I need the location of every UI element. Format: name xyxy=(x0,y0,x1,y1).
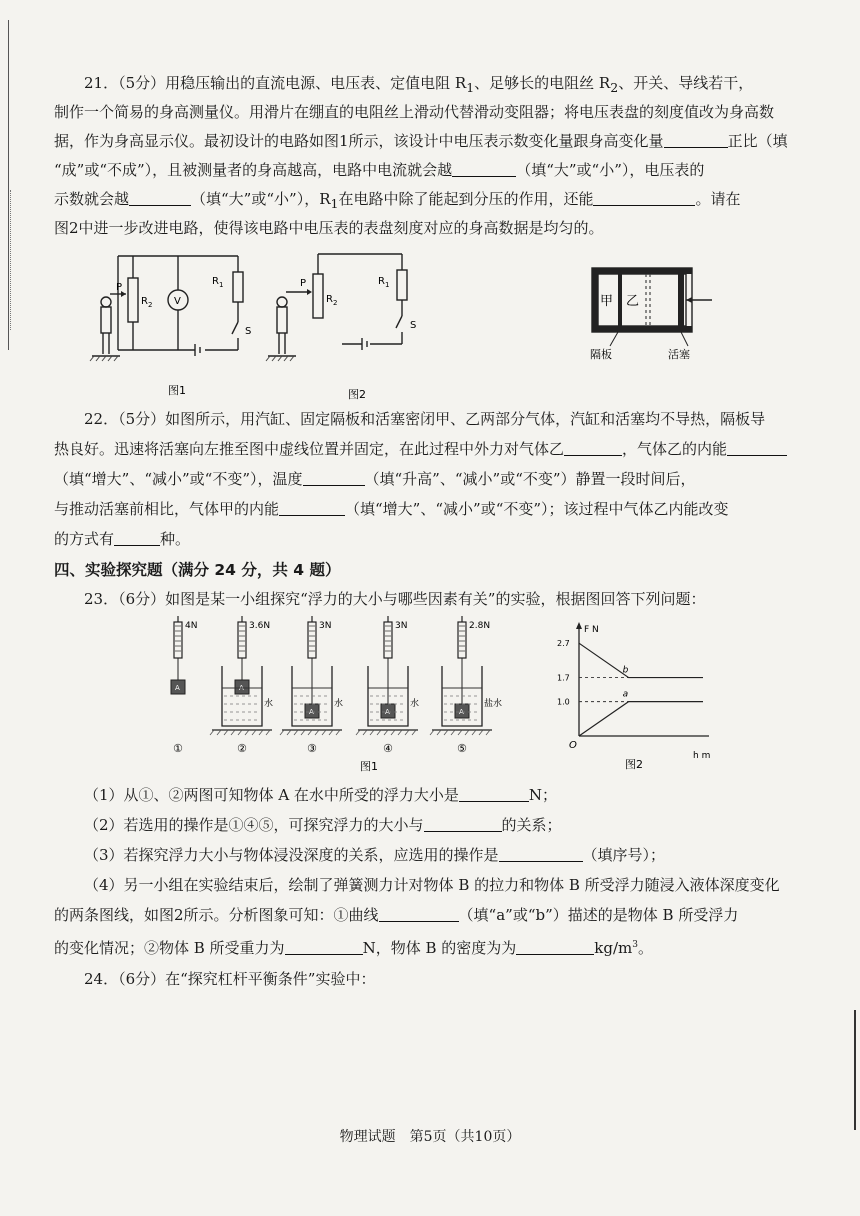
gas-yi-label: 乙 xyxy=(626,294,640,309)
experiment-setup-1 xyxy=(171,616,197,755)
gas-jia-label: 甲 xyxy=(600,294,614,309)
figure1-caption: 图1 xyxy=(360,760,378,773)
setup-number: ③ xyxy=(307,742,317,755)
q21-line5: 示数就会越 （填“大”或“小”），$R_1$在电路中除了能起到分压的作用，还能 。请在 xyxy=(54,190,741,211)
page-footer: 物理试题 第5页（共10页） xyxy=(339,1129,521,1145)
r2-label: $R_2$ xyxy=(326,294,338,307)
liquid-label: 盐水 xyxy=(484,699,503,709)
q23-intro: 23．（6分）如图是某一小组探究“浮力的大小与哪些因素有关”的实验，根据图回答下列问题： xyxy=(84,590,706,608)
answer-blank[interactable] xyxy=(285,938,363,955)
experiment-setup-3 xyxy=(280,616,343,755)
series-label-a: a xyxy=(622,689,629,700)
page-edge-line xyxy=(8,20,9,350)
answer-blank[interactable] xyxy=(593,189,695,206)
q23-part2: （2）若选用的操作是①④⑤，可探究浮力的大小与 的关系； xyxy=(84,816,562,834)
q24-intro: 24．（6分）在“探究杠杆平衡条件”实验中： xyxy=(84,970,376,988)
answer-blank[interactable] xyxy=(727,439,787,456)
q23-part4-line1: （4）另一小组在实验结束后，绘制了弹簧测力计对物体 B 的拉力和物体 B 所受浮力随浸入液体深度变化 xyxy=(84,876,780,894)
slider-label: P xyxy=(300,278,307,289)
piston-label: 活塞 xyxy=(668,348,690,361)
answer-blank[interactable] xyxy=(564,439,622,456)
binding-dots xyxy=(10,190,12,330)
answer-blank[interactable] xyxy=(279,499,345,516)
experiment-setup-4 xyxy=(356,616,419,755)
answer-blank[interactable] xyxy=(664,131,728,148)
x-axis-label: h m xyxy=(693,751,711,761)
liquid-label: 水 xyxy=(334,699,344,709)
answer-blank[interactable] xyxy=(303,469,365,486)
answer-blank[interactable] xyxy=(379,905,459,922)
block-label: A xyxy=(309,708,314,716)
q21-line6: 图2中进一步改进电路，使得该电路中电压表的表盘刻度对应的身高数据是均匀的。 xyxy=(54,219,604,237)
y-tick-label: 1.7 xyxy=(557,673,570,683)
r1-label: $R_1$ xyxy=(378,276,390,289)
switch-label: S xyxy=(245,326,252,337)
q22-cylinder-figure xyxy=(588,262,718,362)
experiment-setup-5 xyxy=(430,616,502,755)
liquid-label: 水 xyxy=(410,699,420,709)
scale-reading: 4N xyxy=(185,621,198,631)
q23-part4-line2: 的两条图线，如图2所示。分析图象可知：①曲线 （填“a”或“b”）描述的是物体 B 所受浮力 xyxy=(54,906,739,924)
y-tick-label: 2.7 xyxy=(557,639,570,649)
q22-line3: （填“增大”、“减小”或“不变”），温度 （填“升高”、“减小”或“不变”）静置一段时间后， xyxy=(54,470,696,488)
setup-number: ② xyxy=(237,742,247,755)
q21-figure1-circuit xyxy=(88,250,268,400)
block-label: A xyxy=(385,708,390,716)
series-line-b xyxy=(579,643,703,677)
answer-blank[interactable] xyxy=(516,938,594,955)
q21-line3: 据，作为身高显示仪。最初设计的电路如图1所示，该设计中电压表示数变化量跟身高变化量 正比（填 xyxy=(54,132,788,150)
slider-label: P xyxy=(116,282,123,293)
switch-label: S xyxy=(410,320,417,331)
y-axis-arrow xyxy=(576,622,582,629)
block-label: A xyxy=(459,708,464,716)
q21-line2: 制作一个简易的身高测量仪。用滑片在绷直的电阻丝上滑动代替滑动变阻器；将电压表盘的刻度值改为身高数 xyxy=(54,103,775,121)
partition-label: 隔板 xyxy=(590,348,612,361)
scale-reading: 3N xyxy=(319,621,332,631)
answer-blank[interactable] xyxy=(499,845,583,862)
spring-scale-icon xyxy=(458,622,466,658)
scale-reading: 3.6N xyxy=(249,621,271,631)
r2-label: $R_2$ xyxy=(141,296,153,309)
block-label: A xyxy=(239,684,244,692)
q22-line4: 与推动活塞前相比，气体甲的内能 （填“增大”、“减小”或“不变”）；该过程中气体乙内能改变 xyxy=(54,500,729,518)
y-axis-label: F N xyxy=(584,625,599,635)
origin-label: O xyxy=(569,740,577,751)
spring-scale-icon xyxy=(384,622,392,658)
setup-number: ⑤ xyxy=(457,742,467,755)
liquid-label: 水 xyxy=(264,699,274,709)
spring-scale-icon xyxy=(308,622,316,658)
q22-line2: 热良好。迅速将活塞向左推至图中虚线位置并固定，在此过程中外力对气体乙 ，气体乙的内能 xyxy=(54,436,818,462)
answer-blank[interactable] xyxy=(459,785,529,802)
q23-part4-line3: 的变化情况；②物体 B 所受重力为 N，物体 B 的密度为为 $kg/m^3$。 xyxy=(54,939,653,957)
voltmeter-label: V xyxy=(174,296,181,307)
q22-line1: 22．（5分）如图所示，用汽缸、固定隔板和活塞密闭甲、乙两部分气体，汽缸和活塞均不导热，隔板导 xyxy=(84,410,766,428)
figure2-caption: 图2 xyxy=(348,388,366,401)
scale-reading: 2.8N xyxy=(469,621,491,631)
figure1-caption: 图1 xyxy=(168,384,186,397)
spring-scale-icon xyxy=(174,622,182,658)
setup-number: ① xyxy=(173,742,183,755)
q21-line1: 21．（5分）用稳压输出的直流电源、电压表、定值电阻 $R_1$、足够长的电阻丝 $R_2$、开关、导线若干， xyxy=(84,74,754,95)
page-edge-right xyxy=(854,1010,856,1130)
q23-part1: （1）从①、②两图可知物体 A 在水中所受的浮力大小是 N； xyxy=(84,786,558,804)
answer-blank[interactable] xyxy=(114,529,160,546)
q23-figure2-force-chart xyxy=(555,620,715,775)
answer-blank[interactable] xyxy=(452,160,516,177)
setup-number: ④ xyxy=(383,742,393,755)
series-line-a xyxy=(579,702,703,736)
y-tick-label: 1.0 xyxy=(557,697,570,707)
figure2-caption: 图2 xyxy=(625,758,643,771)
spring-scale-icon xyxy=(238,622,246,658)
answer-blank[interactable] xyxy=(129,189,191,206)
q22-line5: 的方式有 种。 xyxy=(54,530,191,548)
q21-line4: “成”或“不成”），且被测量者的身高越高，电路中电流就会越 （填“大”或“小”），电压表的 xyxy=(54,161,705,179)
r1-label: $R_1$ xyxy=(212,276,224,289)
experiment-setup-2 xyxy=(210,616,273,755)
block-label: A xyxy=(175,684,180,692)
series-label-b: b xyxy=(622,665,629,676)
q21-figure2-circuit xyxy=(262,250,432,405)
q23-part3: （3）若探究浮力大小与物体浸没深度的关系，应选用的操作是 （填序号）； xyxy=(84,846,666,864)
section-heading-experiments: 四、实验探究题（满分 24 分，共 4 题） xyxy=(54,561,341,579)
answer-blank[interactable] xyxy=(424,815,502,832)
q23-figure1-spring-scales xyxy=(160,614,540,774)
scale-reading: 3N xyxy=(395,621,408,631)
